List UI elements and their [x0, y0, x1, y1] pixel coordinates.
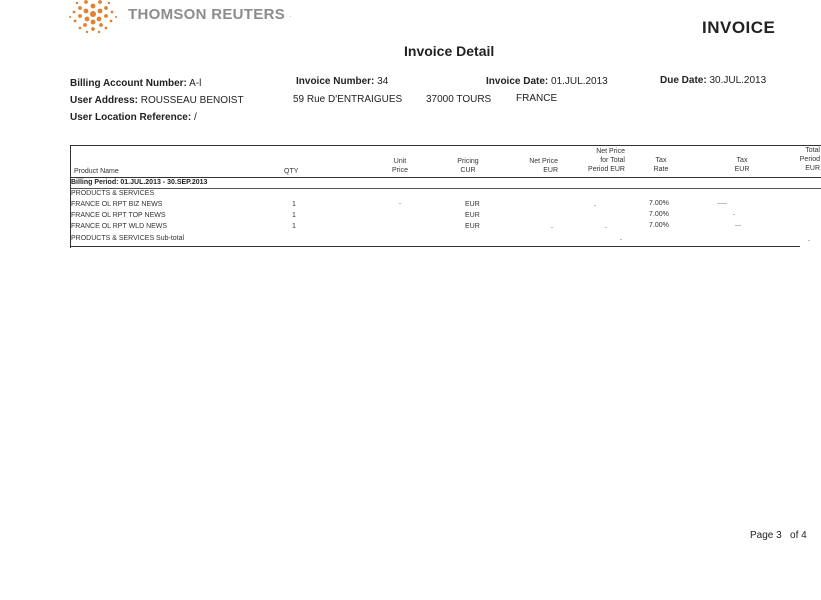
col-tax-eur: Tax EUR	[734, 157, 750, 173]
redaction-speck	[605, 227, 607, 228]
invoice-date-value: 01.JUL.2013	[551, 76, 608, 87]
address-country: FRANCE	[516, 93, 558, 104]
registered-mark: ·	[289, 12, 292, 21]
invoice-date-label: Invoice Date:	[486, 76, 549, 87]
redaction-speck	[620, 239, 622, 240]
page-total: 4	[801, 530, 807, 541]
col-pricing-cur: Pricing CUR	[457, 158, 479, 174]
table-row-tax-rate: 7.00%	[649, 200, 669, 207]
invoice-number	[296, 76, 388, 87]
table-row-qty: 1	[292, 223, 296, 230]
due-date-value: 30.JUL.2013	[709, 75, 767, 86]
col-qty: QTY	[284, 168, 299, 175]
address-street: 59 Rue D'ENTRAIGUES	[293, 94, 403, 105]
col-product-name: Product Name	[74, 168, 119, 175]
table-row-product-name: FRANCE OL RPT TOP NEWS	[71, 212, 166, 219]
subtotal-label: PRODUCTS & SERVICES Sub-total	[71, 235, 185, 242]
section-label: PRODUCTS & SERVICES	[71, 190, 155, 197]
redaction-speck	[399, 203, 401, 204]
redaction-speck	[551, 227, 553, 228]
billing-period: Billing Period: 01.JUL.2013 - 30.SEP.2013	[71, 179, 208, 186]
brand-name: THOMSON REUTERS	[128, 6, 286, 23]
user-name: ROUSSEAU BENOIST	[140, 95, 244, 106]
redaction-speck	[717, 203, 727, 204]
col-total-period-eur: Total Period EUR	[799, 147, 820, 172]
col-tax-rate: Tax Rate	[653, 157, 669, 173]
table-row-tax-rate: 7.00%	[649, 222, 669, 229]
due-date-label: Due Date:	[660, 75, 707, 86]
table-row-cur: EUR	[465, 212, 480, 219]
thomson-reuters-logo-icon	[66, 0, 120, 36]
invoice-date	[486, 76, 608, 87]
due-date	[660, 75, 766, 86]
of-label: of	[790, 530, 799, 541]
table-row-product-name: FRANCE OL RPT BIZ NEWS	[71, 201, 163, 208]
table-row-qty: 1	[292, 201, 296, 208]
billing-account-value: A-l	[189, 78, 202, 89]
user-address-label: User Address:	[70, 95, 138, 106]
user-address	[70, 95, 244, 106]
table-row-qty: 1	[292, 212, 296, 219]
page-label: Page	[750, 530, 774, 541]
billing-period-divider	[70, 188, 821, 189]
table-row-product-name: FRANCE OL RPT WLD NEWS	[71, 223, 168, 230]
location-reference-label: User Location Reference:	[70, 112, 192, 123]
col-unit-price: Unit Price	[392, 158, 408, 174]
table-header-divider	[70, 177, 821, 178]
table-row-cur: EUR	[465, 223, 480, 230]
invoice-number-value: 34	[377, 76, 389, 87]
invoice-number-label: Invoice Number:	[296, 76, 375, 87]
redaction-speck	[733, 214, 735, 215]
col-net-total-period: Net Price for Total Period EUR	[588, 148, 625, 173]
address-city: 37000 TOURS	[426, 94, 492, 105]
page-title: Invoice Detail	[404, 43, 495, 59]
billing-account-label: Billing Account Number:	[70, 78, 187, 89]
col-net-price-eur: Net Price EUR	[529, 158, 558, 174]
invoice-table-frame	[70, 145, 821, 248]
redaction-speck	[735, 225, 741, 226]
redaction-speck	[808, 240, 810, 241]
billing-account	[70, 78, 201, 89]
redaction-speck	[594, 205, 596, 206]
table-bottom-border	[70, 246, 800, 247]
page-number: 3	[776, 530, 782, 541]
table-row-tax-rate: 7.00%	[649, 211, 669, 218]
location-reference	[70, 112, 197, 123]
document-type: INVOICE	[702, 18, 776, 37]
location-reference-value: /	[193, 112, 197, 123]
page-indicator	[750, 530, 807, 541]
table-row-cur: EUR	[465, 201, 480, 208]
